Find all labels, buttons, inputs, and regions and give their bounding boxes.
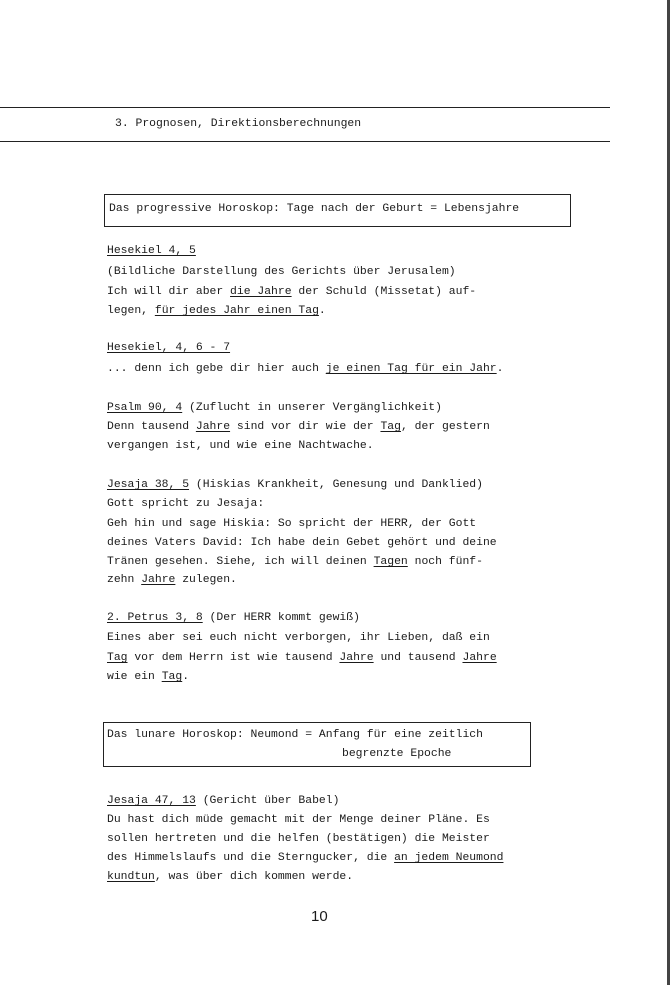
text-line: Eines aber sei euch nicht verborgen, ihr Lieben, daß ein bbox=[107, 632, 490, 644]
text-line: Du hast dich müde gemacht mit der Menge deiner Pläne. Es bbox=[107, 814, 490, 826]
box-progressive-horoscope bbox=[104, 194, 571, 227]
ref-hesekiel-4-5: Hesekiel 4, 5 bbox=[107, 245, 196, 257]
text-line: Tränen gesehen. Siehe, ich will deinen Tagen noch fünf- bbox=[107, 556, 483, 568]
ref-petrus-3-8: 2. Petrus 3, 8 (Der HERR kommt gewiß) bbox=[107, 612, 360, 624]
text-line: (Bildliche Darstellung des Gerichts über Jerusalem) bbox=[107, 266, 456, 278]
text-line: legen, für jedes Jahr einen Tag. bbox=[107, 305, 326, 317]
ref-jesaja-47-13: Jesaja 47, 13 (Gericht über Babel) bbox=[107, 795, 340, 807]
text-line: zehn Jahre zulegen. bbox=[107, 574, 237, 586]
text-line: wie ein Tag. bbox=[107, 671, 190, 683]
page-number: 10 bbox=[311, 908, 328, 925]
text-line: Geh hin und sage Hiskia: So spricht der HERR, der Gott bbox=[107, 518, 477, 530]
box-lunar-text-line-1: Das lunare Horoskop: Neumond = Anfang für eine zeitlich bbox=[107, 729, 483, 741]
text-line: Denn tausend Jahre sind vor dir wie der Tag, der gestern bbox=[107, 421, 490, 433]
box-lunar-text-line-2: begrenzte Epoche bbox=[342, 748, 452, 760]
text-line: sollen hertreten und die helfen (bestätigen) die Meister bbox=[107, 833, 490, 845]
box-lunar-horoscope bbox=[103, 722, 531, 767]
top-rule bbox=[0, 107, 610, 108]
ref-psalm-90-4: Psalm 90, 4 (Zuflucht in unserer Vergänglichkeit) bbox=[107, 402, 442, 414]
heading-rule bbox=[0, 141, 610, 142]
text-line: ... denn ich gebe dir hier auch je einen Tag für ein Jahr. bbox=[107, 363, 504, 375]
text-line: des Himmelslaufs und die Sterngucker, die an jedem Neumond bbox=[107, 852, 504, 864]
chapter-heading: 3. Prognosen, Direktionsberechnungen bbox=[115, 118, 362, 130]
text-line: Gott spricht zu Jesaja: bbox=[107, 498, 265, 510]
text-line: vergangen ist, und wie eine Nachtwache. bbox=[107, 440, 374, 452]
ref-jesaja-38-5: Jesaja 38, 5 (Hiskias Krankheit, Genesung und Danklied) bbox=[107, 479, 483, 491]
ref-hesekiel-4-6-7: Hesekiel, 4, 6 - 7 bbox=[107, 342, 231, 354]
text-line: Tag vor dem Herrn ist wie tausend Jahre und tausend Jahre bbox=[107, 652, 497, 664]
box-progressive-text: Das progressive Horoskop: Tage nach der Geburt = Lebensjahre bbox=[109, 203, 520, 215]
text-line: kundtun, was über dich kommen werde. bbox=[107, 871, 354, 883]
text-line: Ich will dir aber die Jahre der Schuld (Missetat) auf- bbox=[107, 286, 477, 298]
text-line: deines Vaters David: Ich habe dein Gebet gehört und deine bbox=[107, 537, 497, 549]
